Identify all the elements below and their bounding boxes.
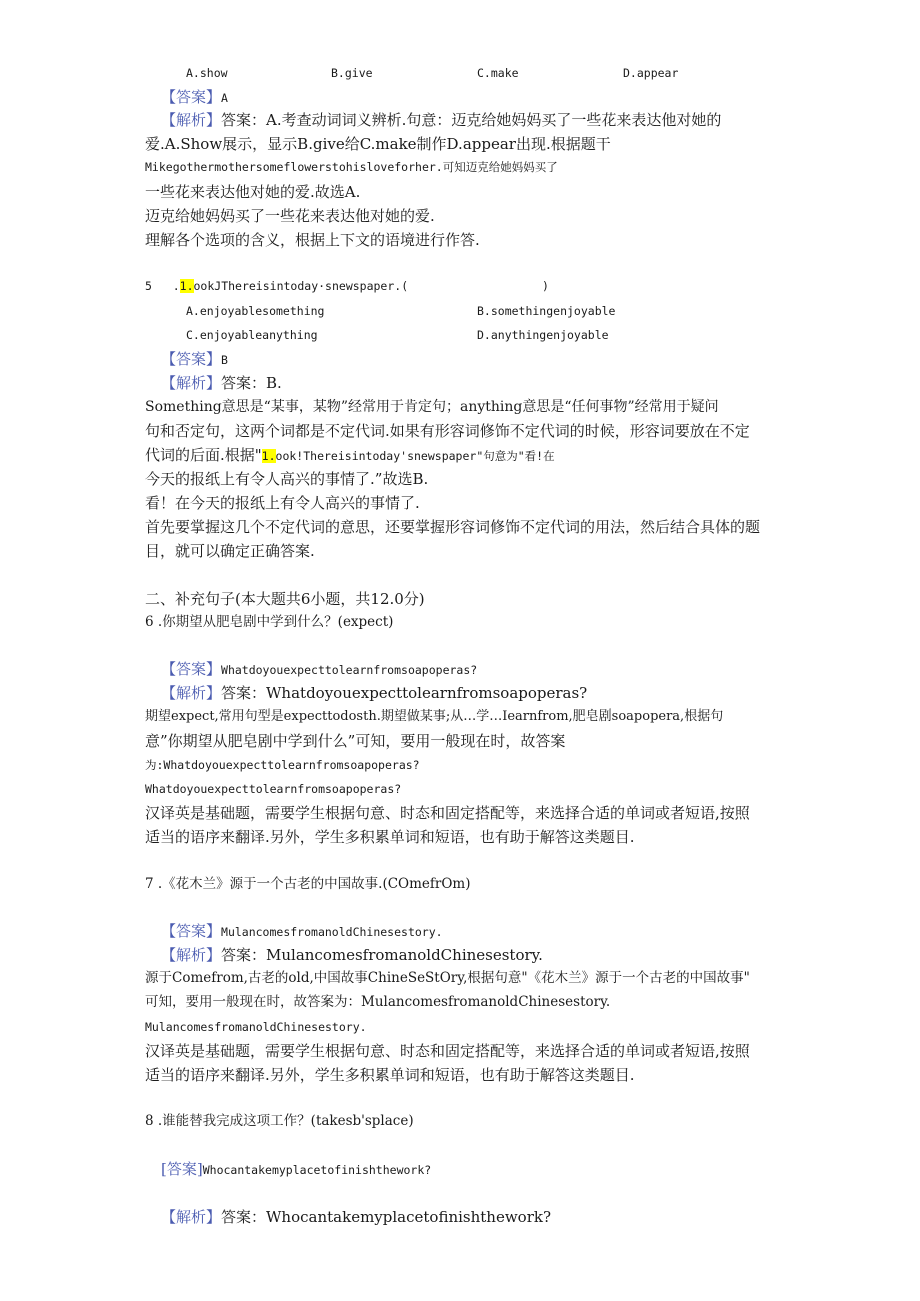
q7-answer [161,924,443,939]
q6-analysis-text: 答案：Whatdoyouexpecttolearnfromsoapoperas? [221,684,588,702]
q5-stem-paren: ) [542,279,549,293]
q4-option-a: A.show [186,66,228,80]
q4-analysis-line: 一些花来表达他对她的爱.故选A. [145,183,361,201]
q4-translation: 迈克给她妈妈买了一些花来表达他对她的爱. [145,207,435,225]
q4-option-d: D.appear [623,66,679,80]
q7-tip: 适当的语序来翻译.另外，学生多积累单词和短语，也有助于解答这类题目. [145,1066,635,1084]
highlight-mark: 1. [261,449,276,463]
q5-number: 5 [145,279,152,293]
q7-line: MulancomesfromanoldChinesestory. [145,1020,367,1034]
q6-line: 意”你期望从肥皂剧中学到什么”可知，要用一般现在时，故答案 [145,732,566,750]
q5-stem: 5 .1.ookJThereisintoday·snewspaper.( [145,279,409,293]
q6-line: 为:Whatdoyouexpecttolearnfromsoapoperas? [145,758,420,772]
answer-tag: 【答案】 [161,922,222,940]
q5-line-part: 代词的后面.根据" [145,446,262,464]
q6-tip: 汉译英是基础题，需要学生根据句意、时态和固定搭配等，来选择合适的单词或者短语,按照 [145,804,750,822]
q5-option-a: A.enjoyablesomething [186,304,325,318]
q5-analysis [161,376,282,391]
q8-answer [161,1162,431,1177]
q5-line: Something意思是“某事，某物”经常用于肯定句；anything意思是“任何事物”经常用于疑问 [145,399,719,415]
q4-analysis-text: 答案：A.考查动词词义辨析.句意：迈克给她妈妈买了一些花来表达他对她的 [221,111,722,129]
q6-answer-value: Whatdoyouexpecttolearnfromsoapoperas? [221,663,478,677]
q7-analysis-text: 答案：MulancomesfromanoldChinesestory. [221,946,543,964]
q4-analysis [161,113,721,128]
q5-stem-text: ookJThereisintoday·snewspaper.( [193,279,409,293]
q7-tip: 汉译英是基础题，需要学生根据句意、时态和固定搭配等，来选择合适的单词或者短语,按照 [145,1042,750,1060]
q5-option-b: B.somethingenjoyable [477,304,616,318]
q6-analysis [161,686,587,701]
q8-analysis [161,1210,551,1225]
analysis-tag: 【解析】 [161,1208,222,1226]
q6-line: 期望expect,常用句型是expecttodosth.期望做某事;从…学…Iearnfrom,肥皂剧soapopera,根据句 [145,709,724,724]
q8-stem: 8 .谁能替我完成这项工作？(takesb'splace) [145,1113,414,1129]
q6-tip: 适当的语序来翻译.另外，学生多积累单词和短语，也有助于解答这类题目. [145,828,635,846]
q4-tip: 理解各个选项的含义，根据上下文的语境进行作答. [145,231,480,249]
q5-translation: 看！在今天的报纸上有令人高兴的事情了. [145,494,420,512]
q5-analysis-text: 答案：B. [221,374,282,392]
analysis-tag: 【解析】 [161,111,222,129]
highlight-mark: 1. [179,279,194,293]
q6-answer [161,662,477,677]
q5-line [145,448,555,463]
q6-line: Whatdoyouexpecttolearnfromsoapoperas? [145,782,402,796]
q5-line-part: ook!Thereisintoday'snewspaper"句意为"看!在 [275,449,555,463]
answer-tag: 【答案】 [161,660,222,678]
q4-option-c: C.make [477,66,519,80]
q7-line: 可知，要用一般现在时，故答案为：MulancomesfromanoldChinesestory. [145,994,611,1010]
q6-stem: 6 .你期望从肥皂剧中学到什么？(expect) [145,614,394,630]
q7-answer-value: MulancomesfromanoldChinesestory. [221,925,443,939]
q8-answer-value: Whocantakemyplacetofinishthework? [202,1163,432,1177]
answer-tag: 【答案】 [161,350,222,368]
q7-stem: 7 .《花木兰》源于一个古老的中国故事.(COmefrOm) [145,876,471,892]
q4-answer [161,90,228,105]
q5-option-c: C.enjoyableanything [186,328,318,342]
q8-analysis-text: 答案：Whocantakemyplacetofinishthework? [221,1208,552,1226]
analysis-tag: 【解析】 [161,684,222,702]
q4-analysis-line: 爱.A.Show展示，显示B.give给C.make制作D.appear出现.根据题干 [145,135,611,153]
q7-line: 源于Comefrom,古老的old,中国故事ChineSeStOry,根据句意"《花木兰》源于一个古老的中国故事" [145,970,750,986]
answer-tag: [答案] [161,1160,203,1178]
q4-answer-value: A [221,91,228,105]
q5-answer-value: B [221,353,228,367]
q5-line: 句和否定句，这两个词都是不定代词.如果有形容词修饰不定代词的时候，形容词要放在不定 [145,422,750,440]
q5-tip: 首先要掌握这几个不定代词的意思，还要掌握形容词修饰不定代词的用法，然后结合具体的题 [145,518,761,536]
analysis-tag: 【解析】 [161,374,222,392]
q5-line: 今天的报纸上有令人高兴的事情了.”故选B. [145,470,429,488]
q7-analysis [161,948,543,963]
q5-answer [161,352,228,367]
answer-tag: 【答案】 [161,88,222,106]
analysis-tag: 【解析】 [161,946,222,964]
q5-option-d: D.anythingenjoyable [477,328,609,342]
q5-tip: 目，就可以确定正确答案. [145,542,315,560]
q4-analysis-line: Mikegothermothersomeflowerstohisloveforher.可知迈克给她妈妈买了 [145,160,558,174]
section-heading: 二、补充句子(本大题共6小题，共12.0分) [145,590,425,608]
q4-option-b: B.give [331,66,373,80]
